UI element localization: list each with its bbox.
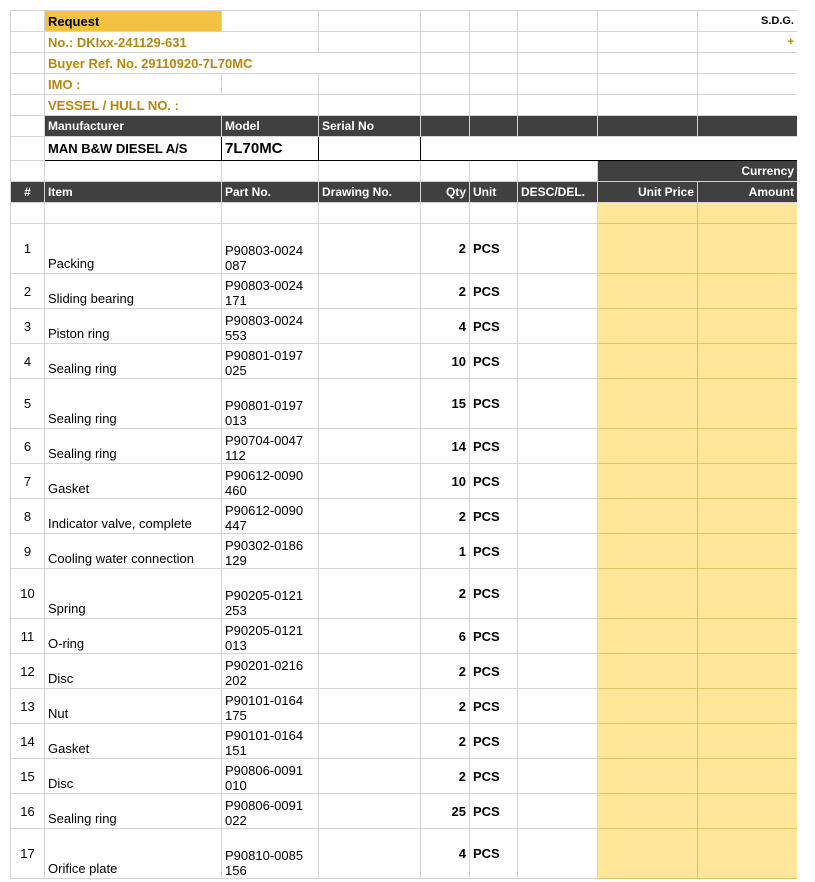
part-number[interactable] xyxy=(222,619,319,654)
part-number-line1: P90803-0024 xyxy=(225,313,304,328)
part-number-line2: 013 xyxy=(225,413,247,428)
table-row xyxy=(11,569,798,619)
desc-delivery[interactable] xyxy=(518,499,598,534)
unit-price-cell[interactable] xyxy=(598,309,698,344)
unit-price-cell[interactable] xyxy=(598,464,698,499)
part-number-line1: P90801-0197 xyxy=(225,398,304,413)
unit[interactable]: PCS xyxy=(470,619,518,654)
desc-delivery[interactable] xyxy=(518,224,598,274)
table-row xyxy=(11,619,798,654)
table-row xyxy=(11,654,798,689)
unit-price-cell[interactable] xyxy=(598,724,698,759)
drawing-number[interactable] xyxy=(319,569,421,619)
row-number[interactable]: 2 xyxy=(11,274,45,309)
unit[interactable]: PCS xyxy=(470,829,518,879)
part-number-line1: P90205-0121 xyxy=(225,588,304,603)
table-row xyxy=(11,309,798,344)
part-number-line1: P90801-0197 xyxy=(225,348,304,363)
quantity[interactable]: 10 xyxy=(421,464,470,499)
part-number-line2: 553 xyxy=(225,328,247,343)
row-number[interactable]: 10 xyxy=(11,569,45,619)
part-number[interactable] xyxy=(222,344,319,379)
drawing-number[interactable] xyxy=(319,654,421,689)
unit-price-cell[interactable] xyxy=(598,344,698,379)
row-number[interactable]: 7 xyxy=(11,464,45,499)
unit-price-cell[interactable] xyxy=(598,379,698,429)
table-row xyxy=(11,379,798,429)
request-number[interactable]: No.: DKIxx-241129-631 xyxy=(45,32,319,53)
row-number[interactable]: 17 xyxy=(11,829,45,879)
desc-delivery[interactable] xyxy=(518,759,598,794)
desc-delivery[interactable] xyxy=(518,654,598,689)
part-number-line1: P90101-0164 xyxy=(225,728,304,743)
item-name[interactable]: Packing xyxy=(45,224,222,274)
table-row xyxy=(11,344,798,379)
amount-cell[interactable] xyxy=(698,274,798,309)
row-number[interactable]: 9 xyxy=(11,534,45,569)
drawing-number[interactable] xyxy=(319,379,421,429)
amount-cell[interactable] xyxy=(698,499,798,534)
unit[interactable]: PCS xyxy=(470,344,518,379)
model-value[interactable]: 7L70MC xyxy=(222,137,319,161)
part-number-line1: P90704-0047 xyxy=(225,433,304,448)
row-number[interactable]: 8 xyxy=(11,499,45,534)
row-number[interactable]: 1 xyxy=(11,224,45,274)
part-number[interactable] xyxy=(222,759,319,794)
row-number[interactable]: 5 xyxy=(11,379,45,429)
amount-cell[interactable] xyxy=(698,829,798,879)
part-number-line2: 460 xyxy=(225,483,247,498)
quantity[interactable]: 15 xyxy=(421,379,470,429)
part-number-line2: 202 xyxy=(225,673,247,688)
unit-price-cell[interactable] xyxy=(598,794,698,829)
unit-price-cell[interactable] xyxy=(598,224,698,274)
desc-delivery[interactable] xyxy=(518,619,598,654)
amount-cell[interactable] xyxy=(698,309,798,344)
col-number-header[interactable]: # xyxy=(11,182,45,203)
part-number-line1: P90806-0091 xyxy=(225,798,304,813)
request-table xyxy=(10,10,797,879)
unit-price-cell[interactable] xyxy=(598,429,698,464)
part-number[interactable] xyxy=(222,429,319,464)
item-name[interactable]: Gasket xyxy=(45,724,222,759)
part-number[interactable] xyxy=(222,274,319,309)
drawing-number[interactable] xyxy=(319,689,421,724)
col-part-header[interactable]: Part No. xyxy=(222,182,319,203)
item-name[interactable]: Cooling water connection xyxy=(45,534,222,569)
unit[interactable]: PCS xyxy=(470,689,518,724)
unit[interactable]: PCS xyxy=(470,309,518,344)
row-number[interactable]: 3 xyxy=(11,309,45,344)
desc-delivery[interactable] xyxy=(518,569,598,619)
col-desc-header[interactable]: DESC/DEL. xyxy=(518,182,598,203)
part-number-line2: 112 xyxy=(225,448,246,463)
table-row xyxy=(11,794,798,829)
part-number-line2: 129 xyxy=(225,553,247,568)
table-row xyxy=(11,724,798,759)
unit[interactable]: PCS xyxy=(470,224,518,274)
row-number[interactable]: 15 xyxy=(11,759,45,794)
quantity[interactable]: 14 xyxy=(421,429,470,464)
unit[interactable]: PCS xyxy=(470,794,518,829)
col-qty-header[interactable]: Qty xyxy=(421,182,470,203)
item-name[interactable]: Sealing ring xyxy=(45,429,222,464)
part-number-line1: P90612-0090 xyxy=(225,468,304,483)
amount-cell[interactable] xyxy=(698,344,798,379)
unit-price-cell[interactable] xyxy=(598,274,698,309)
item-name[interactable]: Sliding bearing xyxy=(45,274,222,309)
amount-cell[interactable] xyxy=(698,654,798,689)
row-number[interactable]: 16 xyxy=(11,794,45,829)
spreadsheet xyxy=(10,10,797,882)
unit[interactable]: PCS xyxy=(470,759,518,794)
unit-price-cell[interactable] xyxy=(598,654,698,689)
row-number[interactable]: 12 xyxy=(11,654,45,689)
part-number[interactable] xyxy=(222,534,319,569)
buyer-reference[interactable]: Buyer Ref. No. 29110920-7L70MC xyxy=(45,53,421,74)
amount-cell[interactable] xyxy=(698,569,798,619)
quantity[interactable]: 6 xyxy=(421,619,470,654)
quantity[interactable]: 2 xyxy=(421,654,470,689)
desc-delivery[interactable] xyxy=(518,829,598,879)
part-number-line2: 175 xyxy=(225,708,247,723)
column-header-row xyxy=(11,182,798,203)
col-amount-header[interactable]: Amount xyxy=(698,182,798,203)
part-number[interactable] xyxy=(222,224,319,274)
item-name[interactable]: Nut xyxy=(45,689,222,724)
unit-price-cell[interactable] xyxy=(598,689,698,724)
drawing-number[interactable] xyxy=(319,829,421,879)
item-name[interactable]: Gasket xyxy=(45,464,222,499)
drawing-number[interactable] xyxy=(319,759,421,794)
quantity[interactable]: 2 xyxy=(421,689,470,724)
part-number-line1: P90612-0090 xyxy=(225,503,304,518)
desc-delivery[interactable] xyxy=(518,534,598,569)
model-header[interactable]: Model xyxy=(222,116,319,137)
part-number-line2: 447 xyxy=(225,518,247,533)
quantity[interactable]: 2 xyxy=(421,224,470,274)
part-number[interactable] xyxy=(222,309,319,344)
part-number[interactable] xyxy=(222,499,319,534)
desc-delivery[interactable] xyxy=(518,464,598,499)
item-name[interactable]: Orifice plate xyxy=(45,829,222,879)
part-number[interactable] xyxy=(222,464,319,499)
row-number[interactable]: 14 xyxy=(11,724,45,759)
amount-cell[interactable] xyxy=(698,203,798,224)
quantity[interactable]: 2 xyxy=(421,274,470,309)
table-row xyxy=(11,759,798,794)
unit[interactable]: PCS xyxy=(470,379,518,429)
part-number-line1: P90302-0186 xyxy=(225,538,304,553)
row-number[interactable]: 4 xyxy=(11,344,45,379)
unit-price-cell[interactable] xyxy=(598,203,698,224)
unit[interactable]: PCS xyxy=(470,569,518,619)
unit-price-cell[interactable] xyxy=(598,619,698,654)
drawing-number[interactable] xyxy=(319,464,421,499)
part-number-line2: 025 xyxy=(225,363,247,378)
table-row xyxy=(11,829,798,879)
unit[interactable]: PCS xyxy=(470,654,518,689)
table-row xyxy=(11,499,798,534)
request-title[interactable]: Request xyxy=(45,11,222,32)
drawing-number[interactable] xyxy=(319,224,421,274)
amount-cell[interactable] xyxy=(698,379,798,429)
manufacturer-value[interactable]: MAN B&W DIESEL A/S xyxy=(45,137,222,161)
part-number[interactable] xyxy=(222,379,319,429)
table-row xyxy=(11,534,798,569)
amount-cell[interactable] xyxy=(698,724,798,759)
manufacturer-header[interactable]: Manufacturer xyxy=(45,116,222,137)
table-row xyxy=(11,274,798,309)
amount-cell[interactable] xyxy=(698,759,798,794)
drawing-number[interactable] xyxy=(319,794,421,829)
quantity[interactable]: 2 xyxy=(421,569,470,619)
plus-mark[interactable]: + xyxy=(698,32,798,53)
unit-price-cell[interactable] xyxy=(598,759,698,794)
part-number-line2: 171 xyxy=(225,293,247,308)
desc-delivery[interactable] xyxy=(518,724,598,759)
part-number-line2: 010 xyxy=(225,778,247,793)
amount-cell[interactable] xyxy=(698,534,798,569)
part-number-line1: P90806-0091 xyxy=(225,763,304,778)
unit-price-cell[interactable] xyxy=(598,534,698,569)
part-number-line2: 156 xyxy=(225,863,247,878)
part-number[interactable] xyxy=(222,689,319,724)
drawing-number[interactable] xyxy=(319,619,421,654)
serial-header[interactable]: Serial No xyxy=(319,116,421,137)
unit[interactable]: PCS xyxy=(470,724,518,759)
part-number-line2: 151 xyxy=(225,743,247,758)
desc-delivery[interactable] xyxy=(518,344,598,379)
part-number-line1: P90101-0164 xyxy=(225,693,304,708)
part-number-line1: P90803-0024 xyxy=(225,243,304,258)
item-name[interactable]: Piston ring xyxy=(45,309,222,344)
unit[interactable]: PCS xyxy=(470,429,518,464)
item-name[interactable]: Sealing ring xyxy=(45,794,222,829)
unit[interactable]: PCS xyxy=(470,534,518,569)
col-item-header[interactable]: Item xyxy=(45,182,222,203)
part-number-line1: P90810-0085 xyxy=(225,848,304,863)
table-row xyxy=(11,429,798,464)
item-name[interactable]: Spring xyxy=(45,569,222,619)
drawing-number[interactable] xyxy=(319,344,421,379)
part-number[interactable] xyxy=(222,794,319,829)
drawing-number[interactable] xyxy=(319,429,421,464)
quantity[interactable]: 25 xyxy=(421,794,470,829)
part-number[interactable] xyxy=(222,654,319,689)
drawing-number[interactable] xyxy=(319,309,421,344)
part-number-line1: P90201-0216 xyxy=(225,658,304,673)
desc-delivery[interactable] xyxy=(518,379,598,429)
desc-delivery[interactable] xyxy=(518,429,598,464)
part-number-line1: P90803-0024 xyxy=(225,278,304,293)
table-row xyxy=(11,689,798,724)
amount-cell[interactable] xyxy=(698,794,798,829)
drawing-number[interactable] xyxy=(319,534,421,569)
currency-header[interactable]: Currency xyxy=(598,161,798,182)
drawing-number[interactable] xyxy=(319,499,421,534)
item-name[interactable]: Disc xyxy=(45,759,222,794)
quantity[interactable]: 2 xyxy=(421,724,470,759)
part-number-line2: 013 xyxy=(225,638,247,653)
item-name[interactable]: Sealing ring xyxy=(45,344,222,379)
part-number-line1: P90205-0121 xyxy=(225,623,304,638)
drawing-number[interactable] xyxy=(319,724,421,759)
desc-delivery[interactable] xyxy=(518,689,598,724)
amount-cell[interactable] xyxy=(698,464,798,499)
row-number[interactable]: 13 xyxy=(11,689,45,724)
drawing-number[interactable] xyxy=(319,274,421,309)
quantity[interactable]: 10 xyxy=(421,344,470,379)
amount-cell[interactable] xyxy=(698,689,798,724)
desc-delivery[interactable] xyxy=(518,274,598,309)
desc-delivery[interactable] xyxy=(518,794,598,829)
sdg-label[interactable]: S.D.G. xyxy=(698,11,798,32)
unit[interactable]: PCS xyxy=(470,274,518,309)
table-row xyxy=(11,464,798,499)
unit-price-cell[interactable] xyxy=(598,499,698,534)
unit-price-cell[interactable] xyxy=(598,569,698,619)
item-name[interactable]: Sealing ring xyxy=(45,379,222,429)
quantity[interactable]: 1 xyxy=(421,534,470,569)
quantity[interactable]: 2 xyxy=(421,499,470,534)
quantity[interactable]: 4 xyxy=(421,309,470,344)
col-unit-header[interactable]: Unit xyxy=(470,182,518,203)
part-number[interactable] xyxy=(222,829,319,879)
amount-cell[interactable] xyxy=(698,224,798,274)
quantity[interactable]: 4 xyxy=(421,829,470,879)
part-number-line2: 253 xyxy=(225,603,247,618)
col-unit-price-header[interactable]: Unit Price xyxy=(598,182,698,203)
row-number[interactable]: 6 xyxy=(11,429,45,464)
part-number-line2: 087 xyxy=(225,258,247,273)
unit[interactable]: PCS xyxy=(470,499,518,534)
part-number[interactable] xyxy=(222,724,319,759)
quantity[interactable]: 2 xyxy=(421,759,470,794)
row-number[interactable]: 11 xyxy=(11,619,45,654)
amount-cell[interactable] xyxy=(698,619,798,654)
amount-cell[interactable] xyxy=(698,429,798,464)
table-row xyxy=(11,224,798,274)
unit[interactable]: PCS xyxy=(470,464,518,499)
col-drawing-header[interactable]: Drawing No. xyxy=(319,182,421,203)
item-name[interactable]: Indicator valve, complete xyxy=(45,499,222,534)
imo-label[interactable]: IMO : xyxy=(45,74,222,95)
item-name[interactable]: Disc xyxy=(45,654,222,689)
vessel-label[interactable]: VESSEL / HULL NO. : xyxy=(45,95,319,116)
item-name[interactable]: O-ring xyxy=(45,619,222,654)
part-number-line2: 022 xyxy=(225,813,247,828)
part-number[interactable] xyxy=(222,569,319,619)
desc-delivery[interactable] xyxy=(518,309,598,344)
unit-price-cell[interactable] xyxy=(598,829,698,879)
serial-value[interactable] xyxy=(319,137,421,161)
